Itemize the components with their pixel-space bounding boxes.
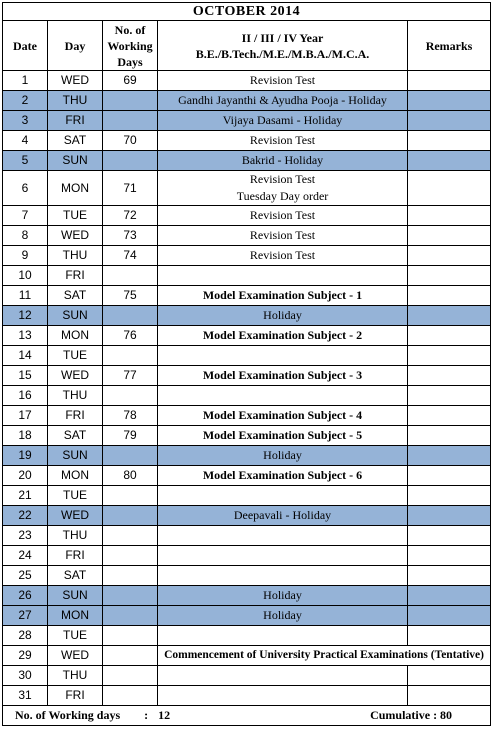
- event-cell: Model Examination Subject - 5: [158, 426, 408, 446]
- event-cell: [158, 171, 408, 206]
- day-cell: MON: [48, 326, 103, 346]
- remarks-cell: [408, 71, 491, 91]
- calendar-row: [3, 566, 491, 586]
- day-cell: SAT: [48, 566, 103, 586]
- day-cell: WED: [48, 366, 103, 386]
- header-working-days: No. of Working Days: [103, 21, 158, 71]
- calendar-row: [3, 171, 491, 206]
- day-cell: THU: [48, 526, 103, 546]
- date-cell: 13: [3, 326, 48, 346]
- event-cell: [158, 626, 408, 646]
- calendar-row: [3, 226, 491, 246]
- working-day-number-cell: 72: [103, 206, 158, 226]
- remarks-cell: [408, 566, 491, 586]
- date-cell: 20: [3, 466, 48, 486]
- remarks-cell: [408, 506, 491, 526]
- working-day-number-cell: [103, 586, 158, 606]
- day-cell: WED: [48, 71, 103, 91]
- event-cell: [158, 266, 408, 286]
- remarks-cell: [408, 206, 491, 226]
- date-cell: 29: [3, 646, 48, 666]
- remarks-cell: [408, 286, 491, 306]
- working-day-number-cell: [103, 626, 158, 646]
- date-cell: 7: [3, 206, 48, 226]
- event-cell: Holiday: [158, 606, 408, 626]
- event-cell: [158, 546, 408, 566]
- day-cell: SUN: [48, 586, 103, 606]
- date-cell: 15: [3, 366, 48, 386]
- day-cell: WED: [48, 226, 103, 246]
- event-cell: Revision Test: [158, 131, 408, 151]
- event-cell: Vijaya Dasami - Holiday: [158, 111, 408, 131]
- date-cell: 19: [3, 446, 48, 466]
- working-day-number-cell: 69: [103, 71, 158, 91]
- calendar-row: [3, 151, 491, 171]
- event-cell: Revision Test: [158, 206, 408, 226]
- remarks-cell: [408, 326, 491, 346]
- header-programs-line: B.E./B.Tech./M.E./M.B.A./M.C.A.: [195, 46, 370, 61]
- working-day-number-cell: 74: [103, 246, 158, 266]
- working-day-number-cell: [103, 666, 158, 686]
- date-cell: 8: [3, 226, 48, 246]
- working-day-number-cell: 73: [103, 226, 158, 246]
- header-date: Date: [3, 21, 48, 71]
- remarks-cell: [408, 346, 491, 366]
- day-cell: TUE: [48, 486, 103, 506]
- day-cell: THU: [48, 246, 103, 266]
- date-cell: 16: [3, 386, 48, 406]
- working-day-number-cell: [103, 566, 158, 586]
- remarks-cell: [408, 246, 491, 266]
- day-cell: SAT: [48, 426, 103, 446]
- calendar-row: [3, 626, 491, 646]
- remarks-cell: [408, 406, 491, 426]
- working-day-number-cell: [103, 646, 158, 666]
- remarks-cell: [408, 386, 491, 406]
- event-cell: Model Examination Subject - 6: [158, 466, 408, 486]
- calendar-row: [3, 606, 491, 626]
- event-cell: [158, 486, 408, 506]
- calendar-row: [3, 686, 491, 706]
- calendar-row: [3, 486, 491, 506]
- working-day-number-cell: [103, 526, 158, 546]
- calendar-row: [3, 366, 491, 386]
- date-cell: 24: [3, 546, 48, 566]
- remarks-cell: [408, 226, 491, 246]
- working-day-number-cell: [103, 151, 158, 171]
- date-cell: 31: [3, 686, 48, 706]
- calendar-row: [3, 286, 491, 306]
- summary-row: [3, 706, 491, 726]
- calendar-row: [3, 526, 491, 546]
- date-cell: 4: [3, 131, 48, 151]
- day-cell: TUE: [48, 626, 103, 646]
- remarks-cell: [408, 171, 491, 206]
- event-cell: [158, 566, 408, 586]
- calendar-row: [3, 91, 491, 111]
- working-day-number-cell: [103, 306, 158, 326]
- header-remarks: Remarks: [408, 21, 491, 71]
- event-cell: [158, 346, 408, 366]
- calendar-row: [3, 546, 491, 566]
- header-year-programs: [158, 21, 408, 71]
- working-day-number-cell: [103, 111, 158, 131]
- date-cell: 27: [3, 606, 48, 626]
- day-cell: WED: [48, 646, 103, 666]
- day-cell: SAT: [48, 286, 103, 306]
- event-cell: Revision Test: [158, 71, 408, 91]
- event-cell: Holiday: [158, 446, 408, 466]
- working-day-number-cell: [103, 446, 158, 466]
- cumulative-summary: Cumulative : 80: [158, 706, 491, 726]
- date-cell: 21: [3, 486, 48, 506]
- remarks-cell: [408, 586, 491, 606]
- date-cell: 30: [3, 666, 48, 686]
- calendar-row: [3, 466, 491, 486]
- remarks-cell: [408, 111, 491, 131]
- calendar-row: [3, 406, 491, 426]
- working-day-number-cell: 80: [103, 466, 158, 486]
- date-cell: 14: [3, 346, 48, 366]
- calendar-row: [3, 386, 491, 406]
- day-cell: SUN: [48, 446, 103, 466]
- calendar-body: [3, 71, 491, 706]
- remarks-cell: [408, 266, 491, 286]
- working-day-number-cell: [103, 386, 158, 406]
- working-day-number-cell: [103, 346, 158, 366]
- calendar-row: [3, 506, 491, 526]
- date-cell: 18: [3, 426, 48, 446]
- date-cell: 22: [3, 506, 48, 526]
- date-cell: 25: [3, 566, 48, 586]
- calendar-row: [3, 246, 491, 266]
- date-cell: 12: [3, 306, 48, 326]
- event-cell: Deepavali - Holiday: [158, 506, 408, 526]
- remarks-cell: [408, 446, 491, 466]
- calendar-title: OCTOBER 2014: [3, 3, 491, 21]
- remarks-cell: [408, 131, 491, 151]
- event-cell: Gandhi Jayanthi & Ayudha Pooja - Holiday: [158, 91, 408, 111]
- remarks-cell: [408, 686, 491, 706]
- working-day-number-cell: 76: [103, 326, 158, 346]
- working-day-number-cell: [103, 91, 158, 111]
- academic-calendar-table: [2, 2, 491, 726]
- calendar-row: [3, 446, 491, 466]
- remarks-cell: [408, 626, 491, 646]
- day-cell: FRI: [48, 266, 103, 286]
- working-day-number-cell: 78: [103, 406, 158, 426]
- day-cell: FRI: [48, 111, 103, 131]
- event-cell: Model Examination Subject - 1: [158, 286, 408, 306]
- day-cell: TUE: [48, 346, 103, 366]
- calendar-row: [3, 666, 491, 686]
- date-cell: 5: [3, 151, 48, 171]
- day-cell: SUN: [48, 306, 103, 326]
- event-cell: [158, 386, 408, 406]
- working-day-number-cell: 71: [103, 171, 158, 206]
- calendar-row: [3, 131, 491, 151]
- calendar-row: [3, 326, 491, 346]
- working-days-label: No. of Working days: [15, 708, 121, 722]
- date-cell: 10: [3, 266, 48, 286]
- working-day-number-cell: 70: [103, 131, 158, 151]
- event-cell: Revision Test: [158, 226, 408, 246]
- calendar-row: [3, 646, 491, 666]
- working-days-summary: [3, 706, 171, 726]
- date-cell: 3: [3, 111, 48, 131]
- calendar-row: [3, 346, 491, 366]
- working-day-number-cell: 75: [103, 286, 158, 306]
- header-day: Day: [48, 21, 103, 71]
- working-day-number-cell: 77: [103, 366, 158, 386]
- event-cell: Bakrid - Holiday: [158, 151, 408, 171]
- day-cell: THU: [48, 666, 103, 686]
- header-year-line: II / III / IV Year: [241, 30, 324, 45]
- day-cell: MON: [48, 466, 103, 486]
- event-cell: Holiday: [158, 306, 408, 326]
- remarks-cell: [408, 366, 491, 386]
- remarks-cell: [408, 91, 491, 111]
- event-cell: Holiday: [158, 586, 408, 606]
- event-cell: Revision Test: [158, 246, 408, 266]
- day-cell: TUE: [48, 206, 103, 226]
- event-cell: [158, 686, 408, 706]
- remarks-cell: [408, 606, 491, 626]
- day-cell: MON: [48, 171, 103, 206]
- date-cell: 11: [3, 286, 48, 306]
- day-cell: THU: [48, 91, 103, 111]
- remarks-cell: [408, 151, 491, 171]
- event-cell: Commencement of University Practical Examinations (Tentative): [158, 646, 491, 666]
- working-days-value: 12: [158, 708, 171, 722]
- date-cell: 1: [3, 71, 48, 91]
- remarks-cell: [408, 306, 491, 326]
- remarks-cell: [408, 526, 491, 546]
- calendar-row: [3, 206, 491, 226]
- event-cell: Model Examination Subject - 3: [158, 366, 408, 386]
- day-cell: THU: [48, 386, 103, 406]
- event-line: Revision Test: [249, 172, 316, 186]
- day-cell: SUN: [48, 151, 103, 171]
- event-cell: Model Examination Subject - 4: [158, 406, 408, 426]
- date-cell: 2: [3, 91, 48, 111]
- date-cell: 17: [3, 406, 48, 426]
- remarks-cell: [408, 426, 491, 446]
- date-cell: 6: [3, 171, 48, 206]
- remarks-cell: [408, 546, 491, 566]
- date-cell: 23: [3, 526, 48, 546]
- date-cell: 26: [3, 586, 48, 606]
- day-cell: FRI: [48, 546, 103, 566]
- event-line: Tuesday Day order: [236, 189, 329, 203]
- date-cell: 28: [3, 626, 48, 646]
- working-days-separator: :: [144, 708, 149, 722]
- working-day-number-cell: [103, 546, 158, 566]
- calendar-row: [3, 426, 491, 446]
- working-day-number-cell: [103, 686, 158, 706]
- working-day-number-cell: [103, 606, 158, 626]
- working-day-number-cell: [103, 506, 158, 526]
- calendar-row: [3, 266, 491, 286]
- date-cell: 9: [3, 246, 48, 266]
- day-cell: SAT: [48, 131, 103, 151]
- day-cell: WED: [48, 506, 103, 526]
- day-cell: MON: [48, 606, 103, 626]
- calendar-row: [3, 306, 491, 326]
- day-cell: FRI: [48, 686, 103, 706]
- remarks-cell: [408, 666, 491, 686]
- event-cell: [158, 666, 408, 686]
- working-day-number-cell: 79: [103, 426, 158, 446]
- working-day-number-cell: [103, 486, 158, 506]
- event-cell: [158, 526, 408, 546]
- working-day-number-cell: [103, 266, 158, 286]
- day-cell: FRI: [48, 406, 103, 426]
- calendar-row: [3, 71, 491, 91]
- event-cell: Model Examination Subject - 2: [158, 326, 408, 346]
- remarks-cell: [408, 486, 491, 506]
- calendar-row: [3, 111, 491, 131]
- remarks-cell: [408, 466, 491, 486]
- calendar-row: [3, 586, 491, 606]
